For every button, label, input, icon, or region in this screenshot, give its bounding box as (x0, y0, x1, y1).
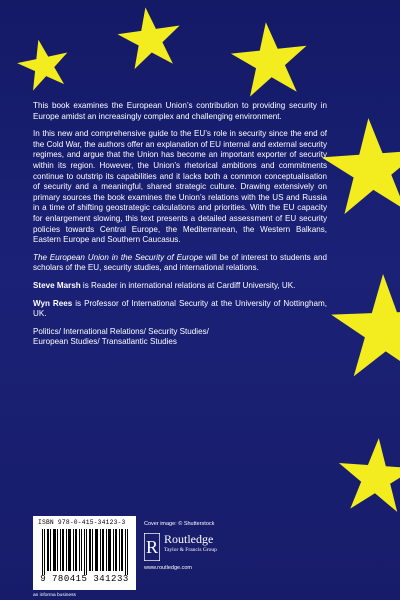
publisher-block (144, 531, 254, 577)
barcode-icon (40, 529, 130, 575)
publisher-name: Routledge (164, 532, 214, 546)
star-icon (228, 18, 311, 98)
star-icon (114, 3, 184, 71)
barcode-box (33, 516, 136, 590)
blurb-text (33, 101, 327, 355)
blurb-main: In this new and comprehensive guide to the EU’s role in security since the end of the Cold War, the authors offer an explanation of EU internal and external security regimes, and argue that the Union has become an important exporter of security within its region. However, the Union’s rhetorical ambitions and commitments continue to outstrip its capabilities and it lacks both a common conceptualisation of security and a meaningful, shared strategic culture. Drawing extensively on primary sources the book examines the Union’s relations with the US and Russia in a time of shifting geostrategic calculations and priorities. With the EU capacity for enlargement slowing, this text presents a detailed assessment of EU security policies towards Central Europe, the Mediterranean, the Western Balkans, Eastern Europe and Southern Caucasus. (33, 129, 327, 245)
star-icon (336, 435, 400, 512)
star-icon (319, 115, 400, 216)
imprint-text: an informa business (33, 593, 76, 598)
svg-text:R: R (145, 537, 159, 557)
isbn-label: ISBN 978-0-415-34123-3 (38, 519, 126, 526)
barcode-digits: 9 780415 341233 (40, 574, 129, 584)
author-bio: Steve Marsh is Reader in international relations at Cardiff University, UK. (33, 280, 296, 290)
routledge-logo-icon (144, 533, 160, 561)
publisher-group: Taylor & Francis Group (164, 547, 217, 553)
star-icon (13, 34, 73, 92)
book-title: The European Union in the Security of Europe (33, 252, 203, 262)
blurb-audience: The European Union in the Security of Europe will be of interest to students and scholars of the EU, security studies, and international relations. (33, 252, 327, 273)
blurb-intro: This book examines the European Union’s contribution to providing security in Europe amidst an increasingly complex and challenging environment. (33, 101, 327, 121)
subject-categories: Politics/ International Relations/ Security Studies/ European Studies/ Transatlantic Studies (33, 326, 209, 347)
author-name: Wyn Rees (33, 298, 73, 308)
cover-image-credit: Cover image: © Shutterstock (144, 521, 215, 527)
author-name: Steve Marsh (33, 280, 81, 290)
author-bio: Wyn Rees is Professor of International Security at the University of Nottingham, UK. (33, 298, 328, 319)
publisher-url: www.routledge.com (144, 565, 192, 571)
star-icon (330, 272, 400, 377)
